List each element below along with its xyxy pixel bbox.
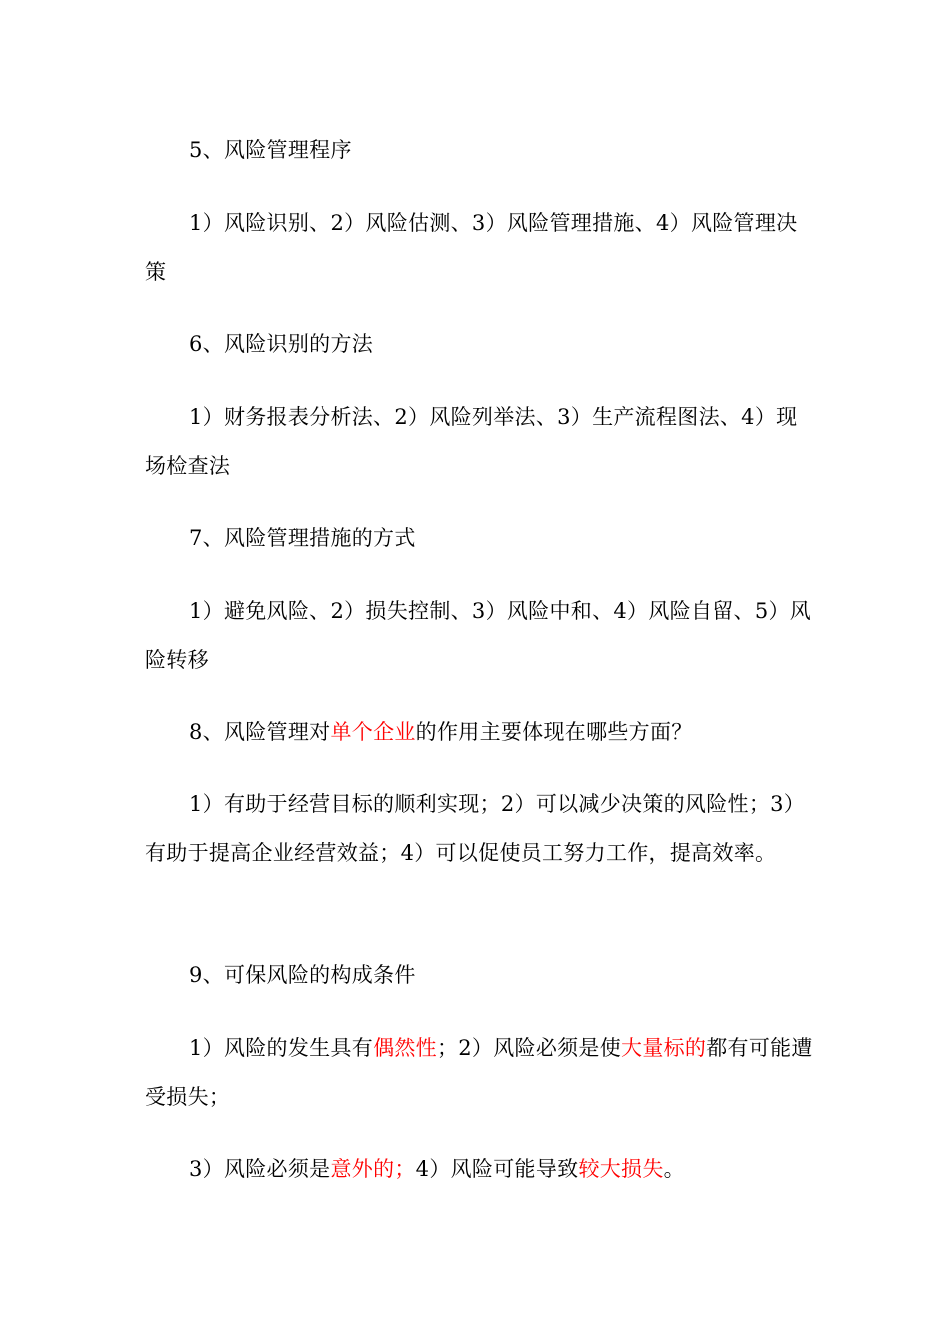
section-paragraph: 1）财务报表分析法、2）风险列举法、3）生产流程图法、4）现场检查法 [145, 405, 798, 478]
section-8-body [145, 780, 813, 878]
highlight-text: 偶然性 [373, 1036, 437, 1060]
section-paragraph [145, 1145, 813, 1194]
highlight-text: 意外的； [330, 1157, 416, 1181]
section-heading [145, 708, 813, 757]
paragraph-text: ；2）风险必须是使 [436, 1036, 622, 1060]
section-heading: 9、可保风险的构成条件 [189, 963, 416, 987]
section-9 [145, 951, 813, 1000]
paragraph-text: 。 [663, 1157, 685, 1181]
section-paragraph [145, 1024, 813, 1122]
section-5 [145, 126, 813, 175]
section-6-body [145, 393, 813, 491]
heading-text: 的作用主要体现在哪些方面？ [415, 720, 693, 744]
section-7 [145, 514, 813, 563]
section-heading: 6、风险识别的方法 [189, 332, 374, 356]
section-paragraph: 1）避免风险、2）损失控制、3）风险中和、4）风险自留、5）风险转移 [145, 599, 812, 672]
section-5-body [145, 199, 813, 297]
section-paragraph: 1）有助于经营目标的顺利实现；2）可以减少决策的风险性；3）有助于提高企业经营效益；4）可以促使员工努力工作，提高效率。 [145, 792, 806, 865]
section-7-body [145, 587, 813, 685]
section-9-body-1 [145, 1024, 813, 1122]
section-heading: 5、风险管理程序 [189, 138, 352, 162]
highlight-text: 较大损失 [578, 1157, 664, 1181]
section-8 [145, 708, 813, 757]
section-paragraph: 1）风险识别、2）风险估测、3）风险管理措施、4）风险管理决策 [145, 211, 798, 284]
section-6 [145, 320, 813, 369]
paragraph-text: 1）风险的发生具有 [189, 1036, 374, 1060]
section-heading: 7、风险管理措施的方式 [189, 526, 416, 550]
paragraph-text: 4）风险可能导致 [415, 1157, 579, 1181]
heading-text: 8、风险管理对 [189, 720, 331, 744]
highlight-text: 大量标的 [621, 1036, 707, 1060]
section-9-body-2 [145, 1145, 813, 1194]
paragraph-text: 都有可能遭受损失； [145, 1036, 813, 1109]
paragraph-text: 3）风险必须是 [189, 1157, 331, 1181]
highlight-text: 单个企业 [330, 720, 416, 744]
